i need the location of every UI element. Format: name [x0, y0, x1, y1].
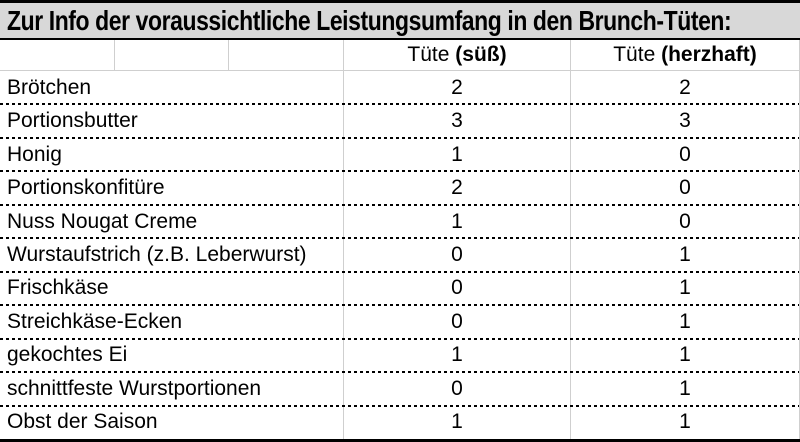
header-empty-cell-3: [228, 40, 343, 70]
table-body: [0, 71, 799, 439]
table-row: [0, 238, 799, 271]
row-label-cell: Wurstaufstrich (z.B. Leberwurst): [7, 242, 307, 266]
header-empty-cell-1: [0, 40, 114, 70]
header-empty-cell-2: [114, 40, 228, 70]
header-col-tuete-suess: [343, 40, 570, 70]
row-value-suess: 0: [343, 272, 570, 305]
row-value-suess: 0: [343, 238, 570, 271]
header-col-tuete-herzhaft: [570, 40, 799, 70]
row-label-cell: schnittfeste Wurstportionen: [7, 376, 262, 400]
row-label-cell: gekochtes Ei: [7, 343, 128, 367]
row-value-herzhaft: 1: [570, 339, 799, 372]
table-row: [0, 305, 799, 338]
row-value-herzhaft: 1: [570, 305, 799, 338]
row-label-cell: Brötchen: [7, 75, 92, 99]
table-row: [0, 205, 799, 238]
row-label-cell: Nuss Nougat Creme: [7, 209, 198, 233]
header-suess-bold: (süß): [455, 43, 507, 66]
row-value-suess: 1: [343, 339, 570, 372]
row-value-suess: 1: [343, 205, 570, 238]
row-value-herzhaft: 3: [570, 104, 799, 137]
table-row: [0, 406, 799, 439]
row-value-herzhaft: 0: [570, 205, 799, 238]
row-label-cell: Portionskonfitüre: [7, 176, 165, 200]
table-row: [0, 272, 799, 305]
row-label-cell: Obst der Saison: [7, 410, 158, 434]
row-value-suess: 2: [343, 171, 570, 204]
row-value-suess: 2: [343, 71, 570, 104]
row-value-herzhaft: 0: [570, 171, 799, 204]
title-band: [0, 3, 800, 40]
table-row: [0, 138, 799, 171]
row-label-cell: Streichkäse-Ecken: [7, 309, 183, 333]
row-value-suess: 1: [343, 406, 570, 439]
row-value-herzhaft: 1: [570, 272, 799, 305]
table-row: [0, 372, 799, 405]
table-row: [0, 171, 799, 204]
header-suess-prefix: Tüte: [407, 43, 456, 66]
row-value-herzhaft: 0: [570, 138, 799, 171]
table-row: [0, 71, 799, 104]
row-value-herzhaft: 2: [570, 71, 799, 104]
row-value-herzhaft: 1: [570, 372, 799, 405]
row-value-suess: 0: [343, 305, 570, 338]
row-value-herzhaft: 1: [570, 238, 799, 271]
row-value-suess: 3: [343, 104, 570, 137]
page-title: Zur Info der voraussichtliche Leistungsumfang in den Brunch-Tüten:: [7, 4, 732, 36]
row-label-cell: Portionsbutter: [7, 109, 138, 133]
brunch-table: [0, 40, 800, 439]
row-label-cell: Frischkäse: [7, 276, 109, 300]
row-value-suess: 1: [343, 138, 570, 171]
table-row: [0, 104, 799, 137]
header-herzhaft-bold: (herzhaft): [661, 43, 757, 66]
row-value-herzhaft: 1: [570, 406, 799, 439]
row-value-suess: 0: [343, 372, 570, 405]
row-label-cell: Honig: [7, 142, 62, 166]
table-row: [0, 339, 799, 372]
table-header-row: [0, 40, 799, 71]
header-herzhaft-prefix: Tüte: [613, 43, 662, 66]
